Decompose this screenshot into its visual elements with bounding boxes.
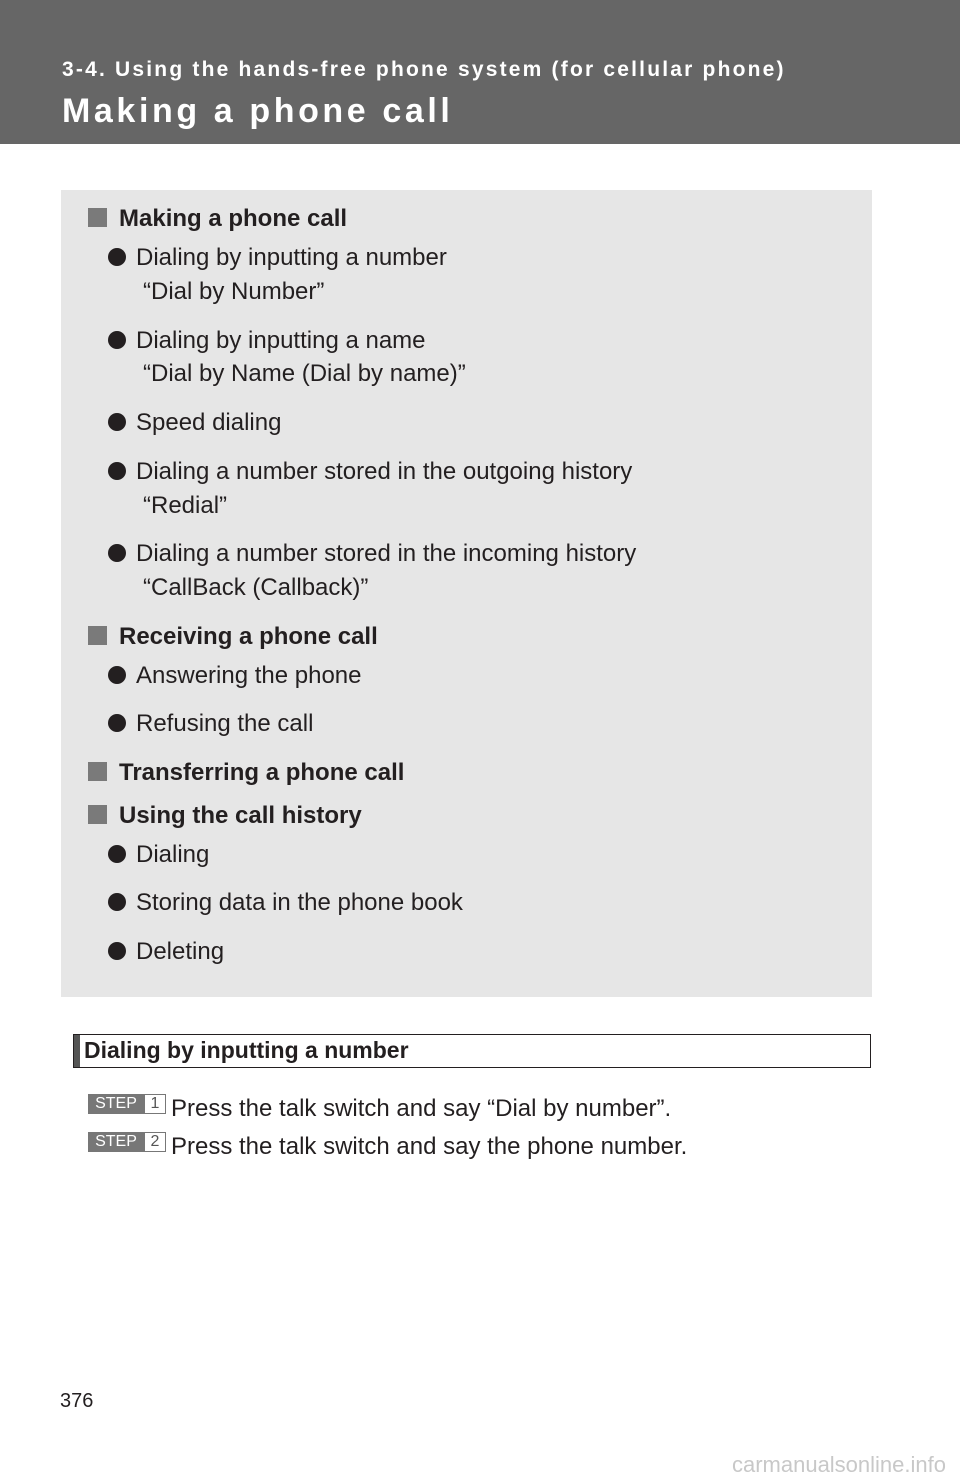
square-bullet-icon — [88, 762, 107, 781]
item-dial-number: Dialing by inputting a number — [108, 243, 447, 273]
bullet-icon — [108, 845, 126, 863]
item-refusing: Refusing the call — [108, 709, 313, 739]
item-speed-dialing: Speed dialing — [108, 408, 281, 438]
bullet-icon — [108, 331, 126, 349]
step-badge-label: STEP — [88, 1132, 144, 1152]
item-outgoing-history: Dialing a number stored in the outgoing history — [108, 457, 632, 487]
bullet-icon — [108, 893, 126, 911]
heading-making-call: Making a phone call — [88, 204, 347, 234]
item-incoming-command: “CallBack (Callback)” — [143, 574, 369, 601]
page-header — [0, 0, 960, 144]
item-dial-number-command: “Dial by Number” — [143, 278, 325, 305]
item-outgoing-command: “Redial” — [143, 492, 228, 519]
item-dialing: Dialing — [108, 840, 209, 870]
item-dial-name-command: “Dial by Name (Dial by name)” — [143, 360, 466, 387]
summary-box — [61, 190, 872, 997]
heading-transferring-call: Transferring a phone call — [88, 758, 404, 788]
page-number: 376 — [60, 1390, 94, 1412]
watermark: carmanualsonline.info — [731, 1452, 946, 1477]
heading-call-history: Using the call history — [88, 801, 362, 831]
heading-accent-bar — [74, 1035, 80, 1067]
bullet-icon — [108, 544, 126, 562]
section-heading — [73, 1034, 871, 1068]
square-bullet-icon — [88, 208, 107, 227]
step-badge — [88, 1094, 166, 1114]
step-badge-number: 1 — [144, 1094, 166, 1114]
bullet-icon — [108, 413, 126, 431]
bullet-icon — [108, 666, 126, 684]
section-heading-text: Dialing by inputting a number — [84, 1037, 409, 1063]
item-deleting: Deleting — [108, 937, 224, 967]
item-dial-name: Dialing by inputting a name — [108, 326, 426, 356]
bullet-icon — [108, 462, 126, 480]
step-badge-label: STEP — [88, 1094, 144, 1114]
square-bullet-icon — [88, 805, 107, 824]
step-text: Press the talk switch and say “Dial by number”. — [171, 1095, 672, 1122]
step-1 — [88, 1094, 671, 1123]
step-text: Press the talk switch and say the phone number. — [171, 1133, 688, 1160]
step-badge — [88, 1132, 166, 1152]
section-path: 3-4. Using the hands-free phone system (for cellular phone) — [62, 58, 786, 81]
square-bullet-icon — [88, 626, 107, 645]
item-storing: Storing data in the phone book — [108, 888, 463, 918]
heading-receiving-call: Receiving a phone call — [88, 622, 378, 652]
bullet-icon — [108, 942, 126, 960]
page-title: Making a phone call — [62, 92, 454, 130]
item-incoming-history: Dialing a number stored in the incoming history — [108, 539, 636, 569]
step-badge-number: 2 — [144, 1132, 166, 1152]
bullet-icon — [108, 714, 126, 732]
item-answering: Answering the phone — [108, 661, 362, 691]
step-2 — [88, 1132, 687, 1161]
bullet-icon — [108, 248, 126, 266]
